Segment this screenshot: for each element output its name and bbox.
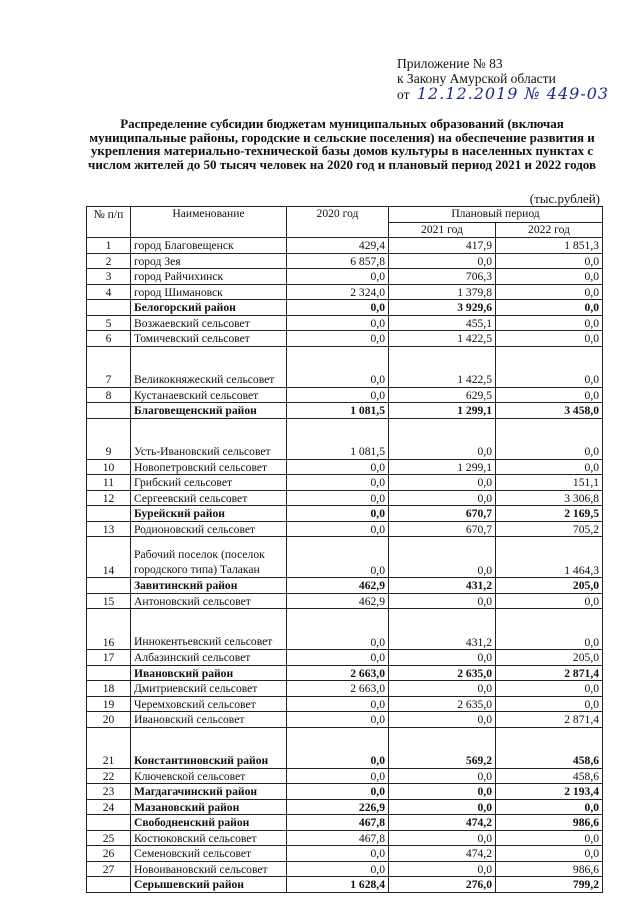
header-2022: 2022 год bbox=[496, 222, 603, 238]
row-value-2021: 0,0 bbox=[389, 650, 496, 666]
row-name: Свободненский район bbox=[131, 815, 287, 831]
row-name: Черемховский сельсовет bbox=[131, 696, 287, 712]
row-number: 13 bbox=[87, 521, 131, 537]
row-name: Томичевский сельсовет bbox=[131, 331, 287, 347]
row-value-2020: 0,0 bbox=[287, 490, 389, 506]
row-name: Кустанаевский сельсовет bbox=[131, 387, 287, 403]
row-value-2022: 0,0 bbox=[496, 253, 603, 269]
table-row bbox=[87, 727, 603, 768]
row-name: Дмитриевский сельсовет bbox=[131, 681, 287, 697]
row-number: 1 bbox=[87, 238, 131, 254]
row-value-2021: 629,5 bbox=[389, 387, 496, 403]
row-value-2020: 2 663,0 bbox=[287, 681, 389, 697]
row-number: 2 bbox=[87, 253, 131, 269]
row-value-2021: 0,0 bbox=[389, 475, 496, 491]
row-value-2022: 986,6 bbox=[496, 861, 603, 877]
row-name: Албазинский сельсовет bbox=[131, 650, 287, 666]
row-value-2021: 0,0 bbox=[389, 537, 496, 578]
row-value-2022: 0,0 bbox=[496, 681, 603, 697]
row-value-2020: 0,0 bbox=[287, 727, 389, 768]
table-row bbox=[87, 768, 603, 784]
row-value-2021: 0,0 bbox=[389, 799, 496, 815]
row-value-2020: 1 081,5 bbox=[287, 418, 389, 459]
row-value-2022: 0,0 bbox=[496, 331, 603, 347]
table-row bbox=[87, 815, 603, 831]
row-name: город Зея bbox=[131, 253, 287, 269]
row-value-2021: 569,2 bbox=[389, 727, 496, 768]
table-row bbox=[87, 387, 603, 403]
row-value-2022: 0,0 bbox=[496, 609, 603, 650]
row-name: Костюковский сельсовет bbox=[131, 830, 287, 846]
table-row bbox=[87, 593, 603, 609]
row-value-2022: 205,0 bbox=[496, 578, 603, 594]
row-number: 22 bbox=[87, 768, 131, 784]
row-value-2020: 0,0 bbox=[287, 712, 389, 728]
row-value-2020: 0,0 bbox=[287, 609, 389, 650]
row-value-2022: 0,0 bbox=[496, 459, 603, 475]
row-value-2022: 0,0 bbox=[496, 346, 603, 387]
table-row bbox=[87, 846, 603, 862]
row-value-2021: 670,7 bbox=[389, 521, 496, 537]
row-name: Константиновский район bbox=[131, 727, 287, 768]
table-row bbox=[87, 861, 603, 877]
row-name: Грибский сельсовет bbox=[131, 475, 287, 491]
table-row bbox=[87, 537, 603, 578]
row-number: 10 bbox=[87, 459, 131, 475]
row-number: 23 bbox=[87, 784, 131, 800]
row-name: Рабочий поселок (поселок городского типа) Талакан bbox=[131, 537, 287, 578]
table-row bbox=[87, 418, 603, 459]
row-name: Сергеевский сельсовет bbox=[131, 490, 287, 506]
row-number bbox=[87, 506, 131, 522]
row-value-2022: 0,0 bbox=[496, 696, 603, 712]
table-row bbox=[87, 269, 603, 285]
row-number: 8 bbox=[87, 387, 131, 403]
row-value-2021: 0,0 bbox=[389, 418, 496, 459]
table-row bbox=[87, 784, 603, 800]
row-value-2022: 2 169,5 bbox=[496, 506, 603, 522]
table-row bbox=[87, 315, 603, 331]
row-value-2020: 467,8 bbox=[287, 830, 389, 846]
table-row bbox=[87, 696, 603, 712]
row-value-2022: 0,0 bbox=[496, 830, 603, 846]
row-number: 16 bbox=[87, 609, 131, 650]
row-value-2020: 0,0 bbox=[287, 696, 389, 712]
row-name: город Благовещенск bbox=[131, 238, 287, 254]
row-value-2021: 1 299,1 bbox=[389, 459, 496, 475]
row-name: Новоивановский сельсовет bbox=[131, 861, 287, 877]
row-value-2020: 429,4 bbox=[287, 238, 389, 254]
row-value-2022: 0,0 bbox=[496, 315, 603, 331]
row-number: 26 bbox=[87, 846, 131, 862]
header-2020: 2020 год bbox=[287, 207, 389, 238]
row-name: Усть-Ивановский сельсовет bbox=[131, 418, 287, 459]
row-value-2021: 0,0 bbox=[389, 490, 496, 506]
row-value-2021: 0,0 bbox=[389, 712, 496, 728]
appendix-block bbox=[397, 56, 609, 102]
row-value-2022: 0,0 bbox=[496, 284, 603, 300]
row-value-2022: 0,0 bbox=[496, 269, 603, 285]
row-value-2020: 0,0 bbox=[287, 459, 389, 475]
row-value-2020: 0,0 bbox=[287, 784, 389, 800]
row-value-2021: 0,0 bbox=[389, 861, 496, 877]
header-name: Наименование bbox=[131, 207, 287, 238]
row-value-2022: 2 871,4 bbox=[496, 665, 603, 681]
row-value-2020: 1 081,5 bbox=[287, 403, 389, 419]
row-number: 12 bbox=[87, 490, 131, 506]
row-value-2020: 462,9 bbox=[287, 593, 389, 609]
handwritten-date-number: 12.12.2019 № 449-03 bbox=[416, 84, 610, 103]
row-value-2020: 462,9 bbox=[287, 578, 389, 594]
row-value-2022: 205,0 bbox=[496, 650, 603, 666]
row-value-2022: 3 458,0 bbox=[496, 403, 603, 419]
document-title: Распределение субсидии бюджетам муниципальных образований (включая муниципальные районы, городские и сельские поселения) на обеспечение развития и укрепления материально-технической базы домов культуры в населенных пунктах с числом жителей до 50 тысяч человек на 2020 год и плановый период 2021 и 2022 годов bbox=[88, 116, 596, 172]
row-number: 24 bbox=[87, 799, 131, 815]
row-value-2021: 417,9 bbox=[389, 238, 496, 254]
header-2021: 2021 год bbox=[389, 222, 496, 238]
row-number: 14 bbox=[87, 537, 131, 578]
row-number bbox=[87, 403, 131, 419]
row-value-2020: 0,0 bbox=[287, 861, 389, 877]
row-value-2022: 0,0 bbox=[496, 300, 603, 316]
row-value-2022: 705,2 bbox=[496, 521, 603, 537]
row-value-2022: 3 306,8 bbox=[496, 490, 603, 506]
row-name: Магдагачинский район bbox=[131, 784, 287, 800]
row-value-2022: 458,6 bbox=[496, 768, 603, 784]
table-row bbox=[87, 346, 603, 387]
table-row bbox=[87, 506, 603, 522]
row-value-2021: 431,2 bbox=[389, 578, 496, 594]
row-value-2020: 2 324,0 bbox=[287, 284, 389, 300]
table-row bbox=[87, 521, 603, 537]
row-number: 9 bbox=[87, 418, 131, 459]
row-value-2020: 6 857,8 bbox=[287, 253, 389, 269]
table-row bbox=[87, 300, 603, 316]
row-number: 20 bbox=[87, 712, 131, 728]
row-value-2022: 0,0 bbox=[496, 593, 603, 609]
row-name: Иннокентьевский сельсовет bbox=[131, 609, 287, 650]
row-value-2021: 1 422,5 bbox=[389, 346, 496, 387]
row-value-2021: 0,0 bbox=[389, 593, 496, 609]
row-number bbox=[87, 578, 131, 594]
table-row bbox=[87, 799, 603, 815]
row-name: Серышевский район bbox=[131, 877, 287, 893]
row-value-2020: 0,0 bbox=[287, 521, 389, 537]
row-value-2022: 151,1 bbox=[496, 475, 603, 491]
row-value-2020: 2 663,0 bbox=[287, 665, 389, 681]
row-value-2020: 0,0 bbox=[287, 315, 389, 331]
row-name: Родионовский сельсовет bbox=[131, 521, 287, 537]
row-value-2022: 2 871,4 bbox=[496, 712, 603, 728]
row-value-2020: 0,0 bbox=[287, 846, 389, 862]
row-value-2022: 799,2 bbox=[496, 877, 603, 893]
row-number: 17 bbox=[87, 650, 131, 666]
row-value-2022: 0,0 bbox=[496, 846, 603, 862]
row-value-2020: 0,0 bbox=[287, 537, 389, 578]
row-value-2022: 2 193,4 bbox=[496, 784, 603, 800]
row-number: 5 bbox=[87, 315, 131, 331]
row-number bbox=[87, 665, 131, 681]
row-value-2021: 0,0 bbox=[389, 784, 496, 800]
row-number: 4 bbox=[87, 284, 131, 300]
row-value-2020: 467,8 bbox=[287, 815, 389, 831]
row-name: город Райчихинск bbox=[131, 269, 287, 285]
row-value-2020: 0,0 bbox=[287, 300, 389, 316]
row-name: Великокняжеский сельсовет bbox=[131, 346, 287, 387]
row-value-2021: 1 379,8 bbox=[389, 284, 496, 300]
table-body bbox=[87, 238, 603, 893]
row-value-2021: 1 422,5 bbox=[389, 331, 496, 347]
row-number: 7 bbox=[87, 346, 131, 387]
table-row bbox=[87, 650, 603, 666]
row-value-2021: 0,0 bbox=[389, 253, 496, 269]
row-value-2020: 0,0 bbox=[287, 346, 389, 387]
table-row bbox=[87, 578, 603, 594]
table-row bbox=[87, 665, 603, 681]
row-value-2020: 0,0 bbox=[287, 269, 389, 285]
table-row bbox=[87, 331, 603, 347]
appendix-date-line bbox=[397, 86, 609, 102]
row-value-2022: 0,0 bbox=[496, 387, 603, 403]
row-number: 15 bbox=[87, 593, 131, 609]
table-row bbox=[87, 490, 603, 506]
row-value-2020: 0,0 bbox=[287, 506, 389, 522]
row-value-2022: 1 464,3 bbox=[496, 537, 603, 578]
row-value-2020: 226,9 bbox=[287, 799, 389, 815]
table-row bbox=[87, 253, 603, 269]
row-number: 6 bbox=[87, 331, 131, 347]
row-value-2020: 0,0 bbox=[287, 475, 389, 491]
row-value-2021: 1 299,1 bbox=[389, 403, 496, 419]
row-name: Новопетровский сельсовет bbox=[131, 459, 287, 475]
table-row bbox=[87, 609, 603, 650]
row-value-2021: 276,0 bbox=[389, 877, 496, 893]
row-value-2022: 458,6 bbox=[496, 727, 603, 768]
row-value-2021: 3 929,6 bbox=[389, 300, 496, 316]
header-number: № п/п bbox=[87, 207, 131, 238]
row-value-2021: 670,7 bbox=[389, 506, 496, 522]
row-number: 21 bbox=[87, 727, 131, 768]
units-label: (тыс.рублей) bbox=[529, 191, 600, 206]
table-row bbox=[87, 712, 603, 728]
row-value-2021: 431,2 bbox=[389, 609, 496, 650]
row-name: Семеновский сельсовет bbox=[131, 846, 287, 862]
row-value-2020: 0,0 bbox=[287, 768, 389, 784]
row-name: Ивановский район bbox=[131, 665, 287, 681]
table-row bbox=[87, 681, 603, 697]
row-value-2021: 0,0 bbox=[389, 830, 496, 846]
row-name: Мазановский район bbox=[131, 799, 287, 815]
row-number: 25 bbox=[87, 830, 131, 846]
table-header-row bbox=[87, 207, 603, 223]
row-value-2021: 706,3 bbox=[389, 269, 496, 285]
subsidy-table bbox=[86, 206, 603, 893]
appendix-law: к Закону Амурской области bbox=[397, 71, 556, 86]
row-value-2021: 2 635,0 bbox=[389, 696, 496, 712]
row-number: 3 bbox=[87, 269, 131, 285]
row-name: Благовещенский район bbox=[131, 403, 287, 419]
table-row bbox=[87, 403, 603, 419]
row-number bbox=[87, 877, 131, 893]
row-number: 27 bbox=[87, 861, 131, 877]
row-value-2022: 0,0 bbox=[496, 799, 603, 815]
row-value-2020: 1 628,4 bbox=[287, 877, 389, 893]
row-number: 11 bbox=[87, 475, 131, 491]
row-value-2021: 455,1 bbox=[389, 315, 496, 331]
row-value-2020: 0,0 bbox=[287, 331, 389, 347]
row-value-2020: 0,0 bbox=[287, 650, 389, 666]
header-planned-period: Плановый период bbox=[389, 207, 603, 223]
table-row bbox=[87, 238, 603, 254]
row-number bbox=[87, 300, 131, 316]
row-name: Завитинский район bbox=[131, 578, 287, 594]
row-name: Возжаевский сельсовет bbox=[131, 315, 287, 331]
table-row bbox=[87, 830, 603, 846]
row-value-2021: 0,0 bbox=[389, 681, 496, 697]
row-value-2021: 0,0 bbox=[389, 768, 496, 784]
row-name: Антоновский сельсовет bbox=[131, 593, 287, 609]
row-name: Ивановский сельсовет bbox=[131, 712, 287, 728]
row-value-2022: 1 851,3 bbox=[496, 238, 603, 254]
row-number bbox=[87, 815, 131, 831]
row-name: Ключевской сельсовет bbox=[131, 768, 287, 784]
table-row bbox=[87, 877, 603, 893]
row-value-2022: 0,0 bbox=[496, 418, 603, 459]
row-value-2021: 2 635,0 bbox=[389, 665, 496, 681]
appendix-date-prefix: от bbox=[397, 87, 410, 102]
row-number: 19 bbox=[87, 696, 131, 712]
table-row bbox=[87, 459, 603, 475]
table-row bbox=[87, 475, 603, 491]
row-value-2022: 986,6 bbox=[496, 815, 603, 831]
appendix-number: Приложение № 83 bbox=[397, 56, 503, 71]
row-value-2020: 0,0 bbox=[287, 387, 389, 403]
table-row bbox=[87, 284, 603, 300]
row-value-2021: 474,2 bbox=[389, 815, 496, 831]
row-name: город Шимановск bbox=[131, 284, 287, 300]
row-value-2021: 474,2 bbox=[389, 846, 496, 862]
row-number: 18 bbox=[87, 681, 131, 697]
row-name: Белогорский район bbox=[131, 300, 287, 316]
row-name: Бурейский район bbox=[131, 506, 287, 522]
